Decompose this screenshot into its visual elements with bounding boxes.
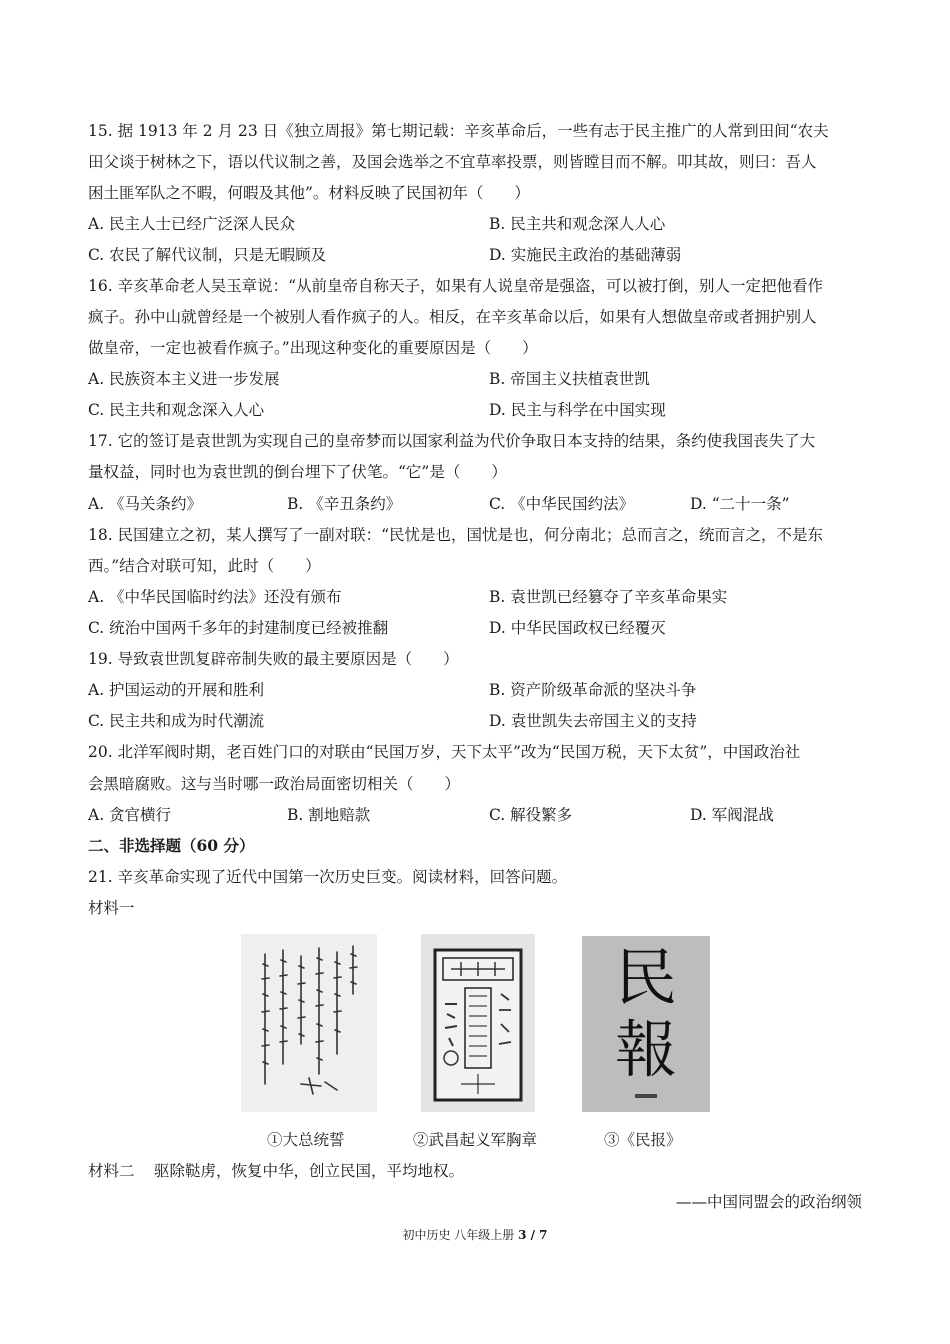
q17-option-a: A. 《马关条约》 xyxy=(88,495,203,513)
badge-illustration xyxy=(421,934,535,1112)
q17-line-1: 17. 它的签订是袁世凯为实现自己的皇帝梦而以国家利益为代价争取日本支持的结果，条约使我国丧失了大 xyxy=(88,432,816,450)
material-one-label: 材料一 xyxy=(88,899,135,917)
q16-option-a: A. 民族资本主义进一步发展 xyxy=(88,370,280,388)
material-two-label: 材料二 xyxy=(88,1162,135,1180)
minbao-cover-image xyxy=(582,936,710,1112)
q19-option-b: B. 资产阶级革命派的坚决斗争 xyxy=(489,681,697,699)
minbao-title-top: 民 xyxy=(614,941,677,1014)
q16-line-2: 疯子。孙中山就曾经是一个被别人看作疯子的人。相反，在辛亥革命以后，如果有人想做皇帝或者拥护别人 xyxy=(88,308,817,326)
q15-option-d: D. 实施民主政治的基础薄弱 xyxy=(489,246,682,264)
minbao-small-mark xyxy=(635,1094,657,1098)
q20-option-b: B. 割地赔款 xyxy=(287,806,371,824)
q18-option-b: B. 袁世凯已经篡夺了辛亥革命果实 xyxy=(489,588,728,606)
presidential-oath-image xyxy=(241,934,377,1112)
q17-option-c: C. 《中华民国约法》 xyxy=(489,495,635,513)
handwriting-illustration xyxy=(241,934,377,1112)
q19-option-c: C. 民主共和成为时代潮流 xyxy=(88,712,265,730)
page-number: 3 / 7 xyxy=(518,1228,548,1242)
material-two-source: ——中国同盟会的政治纲领 xyxy=(675,1193,862,1211)
q21-stem: 21. 辛亥革命实现了近代中国第一次历史巨变。阅读材料，回答问题。 xyxy=(88,868,568,886)
q17-line-2: 量权益，同时也为袁世凯的倒台埋下了伏笔。“它”是（ ） xyxy=(88,463,507,481)
q16-option-d: D. 民主与科学在中国实现 xyxy=(489,401,666,419)
q20-option-a: A. 贪官横行 xyxy=(88,806,172,824)
q18-option-a: A. 《中华民国临时约法》还没有颁布 xyxy=(88,588,342,606)
q20-option-c: C. 解役繁多 xyxy=(489,806,573,824)
image-caption-2: ②武昌起义军胸章 xyxy=(413,1131,538,1149)
q15-line-1: 15. 据 1913 年 2 月 23 日《独立周报》第七期记载：辛亥革命后，一些有志于民主推广的人常到田间“农夫 xyxy=(88,122,829,140)
q17-option-d: D. “二十一条” xyxy=(690,495,790,513)
q15-option-c: C. 农民了解代议制，只是无暇顾及 xyxy=(88,246,327,264)
q18-option-c: C. 统治中国两千多年的封建制度已经被推翻 xyxy=(88,619,389,637)
q20-line-1: 20. 北洋军阀时期，老百姓门口的对联由“民国万岁，天下太平”改为“民国万税，天下太贫”，中国政治社 xyxy=(88,743,801,761)
q16-line-3: 做皇帝，一定也被看作疯子。”出现这种变化的重要原因是（ ） xyxy=(88,339,538,357)
q16-option-c: C. 民主共和观念深入人心 xyxy=(88,401,265,419)
q18-option-d: D. 中华民国政权已经覆灭 xyxy=(489,619,666,637)
image-caption-1: ①大总统誓 xyxy=(267,1131,345,1149)
q16-option-b: B. 帝国主义扶植袁世凯 xyxy=(489,370,650,388)
q15-option-a: A. 民主人士已经广泛深人民众 xyxy=(88,215,296,233)
q17-option-b: B. 《辛丑条约》 xyxy=(287,495,402,513)
armband-badge-image xyxy=(421,934,535,1112)
q15-line-2: 田父谈于树林之下，语以代议制之善，及国会选举之不宜草率投票，则皆瞠目而不解。叩其故，则曰：吾人 xyxy=(88,153,817,171)
image-caption-3: ③《民报》 xyxy=(604,1131,682,1149)
section-heading: 二、非选择题（60 分） xyxy=(88,836,255,855)
material-two-text: 驱除鞑虏，恢复中华，创立民国，平均地权。 xyxy=(154,1162,465,1180)
minbao-title-bottom: 報 xyxy=(614,1013,677,1086)
page-footer xyxy=(0,1226,950,1243)
q15-option-b: B. 民主共和观念深人人心 xyxy=(489,215,666,233)
q19-option-d: D. 袁世凯失去帝国主义的支持 xyxy=(489,712,697,730)
q16-line-1: 16. 辛亥革命老人吴玉章说：“从前皇帝自称天子，如果有人说皇帝是强盗，可以被打倒，别人一定把他看作 xyxy=(88,277,824,295)
q20-option-d: D. 军阀混战 xyxy=(690,806,774,824)
q19-option-a: A. 护国运动的开展和胜利 xyxy=(88,681,265,699)
q20-line-2: 会黑暗腐败。这与当时哪一政治局面密切相关（ ） xyxy=(88,775,461,793)
q19-line-1: 19. 导致袁世凯复辟帝制失败的最主要原因是（ ） xyxy=(88,650,459,668)
q15-line-3: 困土匪军队之不暇，何暇及其他”。材料反映了民国初年（ ） xyxy=(88,184,530,202)
footer-text: 初中历史 八年级上册 xyxy=(402,1228,519,1242)
q18-line-2: 西。”结合对联可知，此时（ ） xyxy=(88,557,321,575)
q18-line-1: 18. 民国建立之初，某人撰写了一副对联：“民忧是也，国忧是也，何分南北；总而言之，统而言之，不是东 xyxy=(88,526,824,544)
